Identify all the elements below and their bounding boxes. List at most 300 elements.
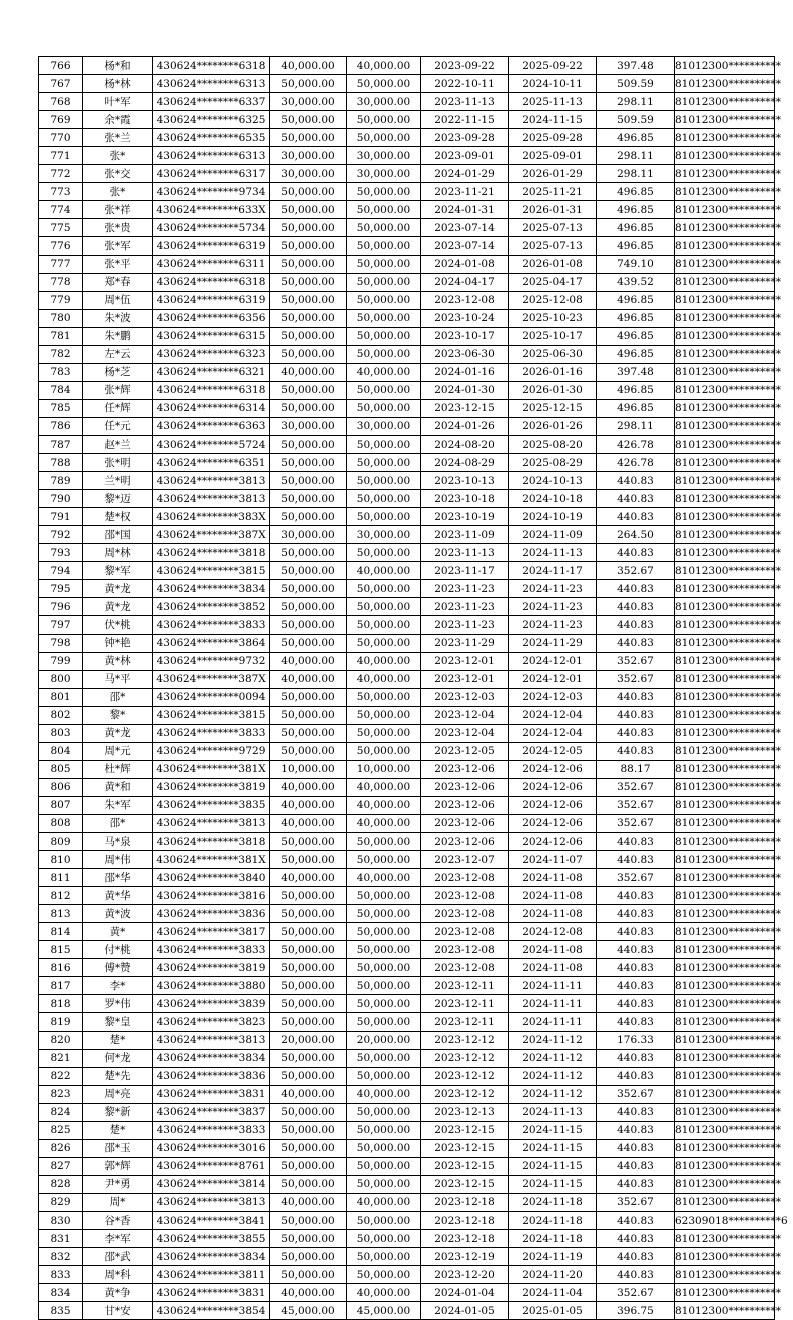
start-date-cell: 2024-08-29: [421, 454, 509, 472]
balance-cell: 50,000.00: [347, 1067, 421, 1085]
name-cell: 甘*安: [83, 1302, 153, 1320]
loan-amount-cell: 50,000.00: [270, 959, 347, 977]
table-row: [39, 1121, 775, 1139]
interest-cell: 509.59: [597, 111, 675, 129]
loan-amount-cell: 40,000.00: [270, 869, 347, 887]
loan-amount-cell: 50,000.00: [270, 490, 347, 508]
id-number-cell: 430624********3831: [153, 1284, 270, 1302]
account-number-cell: 81012300**********: [675, 472, 775, 490]
account-number-cell: 81012300**********: [675, 345, 775, 363]
row-number-cell: 833: [39, 1266, 83, 1284]
row-number-cell: 821: [39, 1049, 83, 1067]
balance-cell: 50,000.00: [347, 1248, 421, 1266]
end-date-cell: 2024-11-13: [509, 544, 597, 562]
interest-cell: 496.85: [597, 237, 675, 255]
loan-amount-cell: 50,000.00: [270, 1013, 347, 1031]
end-date-cell: 2025-06-30: [509, 345, 597, 363]
table-row: [39, 417, 775, 435]
loan-amount-cell: 50,000.00: [270, 923, 347, 941]
account-number-cell: 81012300**********: [675, 562, 775, 580]
id-number-cell: 430624********3855: [153, 1230, 270, 1248]
account-number-cell: 81012300**********: [675, 201, 775, 219]
id-number-cell: 430624********9732: [153, 652, 270, 670]
loan-amount-cell: 50,000.00: [270, 887, 347, 905]
account-number-cell: 81012300**********: [675, 57, 775, 75]
end-date-cell: 2025-09-01: [509, 147, 597, 165]
account-number-cell: 62309018**********6: [675, 1212, 775, 1230]
id-number-cell: 430624********6363: [153, 417, 270, 435]
account-number-cell: 81012300**********: [675, 544, 775, 562]
row-number-cell: 803: [39, 724, 83, 742]
row-number-cell: 822: [39, 1067, 83, 1085]
start-date-cell: 2023-12-13: [421, 1103, 509, 1121]
loan-amount-cell: 50,000.00: [270, 562, 347, 580]
table-row: [39, 869, 775, 887]
table-row: [39, 634, 775, 652]
row-number-cell: 795: [39, 580, 83, 598]
table-row: [39, 237, 775, 255]
interest-cell: 509.59: [597, 75, 675, 93]
balance-cell: 50,000.00: [347, 237, 421, 255]
account-number-cell: 81012300**********: [675, 1139, 775, 1157]
id-number-cell: 430624********3833: [153, 1121, 270, 1139]
balance-cell: 50,000.00: [347, 724, 421, 742]
row-number-cell: 776: [39, 237, 83, 255]
table-row: [39, 111, 775, 129]
name-cell: 张*祥: [83, 201, 153, 219]
interest-cell: 440.83: [597, 634, 675, 652]
balance-cell: 50,000.00: [347, 544, 421, 562]
id-number-cell: 430624********6313: [153, 147, 270, 165]
interest-cell: 440.83: [597, 1049, 675, 1067]
id-number-cell: 430624********3813: [153, 472, 270, 490]
table-row: [39, 851, 775, 869]
row-number-cell: 831: [39, 1230, 83, 1248]
end-date-cell: 2026-01-16: [509, 363, 597, 381]
id-number-cell: 430624********3815: [153, 706, 270, 724]
name-cell: 郑*春: [83, 273, 153, 291]
start-date-cell: 2023-12-06: [421, 778, 509, 796]
end-date-cell: 2025-07-13: [509, 219, 597, 237]
id-number-cell: 430624********387X: [153, 670, 270, 688]
table-row: [39, 580, 775, 598]
interest-cell: 440.83: [597, 851, 675, 869]
balance-cell: 50,000.00: [347, 183, 421, 201]
id-number-cell: 430624********3833: [153, 616, 270, 634]
account-number-cell: 81012300**********: [675, 183, 775, 201]
end-date-cell: 2024-11-23: [509, 616, 597, 634]
end-date-cell: 2025-11-21: [509, 183, 597, 201]
end-date-cell: 2024-12-06: [509, 833, 597, 851]
interest-cell: 496.85: [597, 201, 675, 219]
end-date-cell: 2026-01-26: [509, 417, 597, 435]
interest-cell: 352.67: [597, 1284, 675, 1302]
loan-amount-cell: 50,000.00: [270, 995, 347, 1013]
table-row: [39, 57, 775, 75]
end-date-cell: 2024-11-29: [509, 634, 597, 652]
id-number-cell: 430624********6323: [153, 345, 270, 363]
account-number-cell: 81012300**********: [675, 580, 775, 598]
balance-cell: 50,000.00: [347, 1103, 421, 1121]
balance-cell: 50,000.00: [347, 1013, 421, 1031]
loan-amount-cell: 50,000.00: [270, 1067, 347, 1085]
id-number-cell: 430624********3813: [153, 1193, 270, 1211]
name-cell: 黎*军: [83, 562, 153, 580]
table-row: [39, 363, 775, 381]
start-date-cell: 2023-12-03: [421, 688, 509, 706]
interest-cell: 440.83: [597, 688, 675, 706]
account-number-cell: 81012300**********: [675, 129, 775, 147]
loan-amount-cell: 40,000.00: [270, 778, 347, 796]
row-number-cell: 816: [39, 959, 83, 977]
table-row: [39, 490, 775, 508]
id-number-cell: 430624********6356: [153, 309, 270, 327]
row-number-cell: 780: [39, 309, 83, 327]
start-date-cell: 2022-11-15: [421, 111, 509, 129]
row-number-cell: 788: [39, 454, 83, 472]
account-number-cell: 81012300**********: [675, 887, 775, 905]
row-number-cell: 777: [39, 255, 83, 273]
id-number-cell: 430624********3834: [153, 1248, 270, 1266]
name-cell: 张*明: [83, 454, 153, 472]
table-row: [39, 183, 775, 201]
loan-amount-cell: 50,000.00: [270, 1103, 347, 1121]
table-row: [39, 1049, 775, 1067]
loan-amount-cell: 50,000.00: [270, 1157, 347, 1175]
interest-cell: 352.67: [597, 1193, 675, 1211]
account-number-cell: 81012300**********: [675, 363, 775, 381]
table-row: [39, 688, 775, 706]
id-number-cell: 430624********3833: [153, 724, 270, 742]
balance-cell: 50,000.00: [347, 399, 421, 417]
row-number-cell: 813: [39, 905, 83, 923]
end-date-cell: 2024-11-13: [509, 1103, 597, 1121]
end-date-cell: 2026-01-30: [509, 381, 597, 399]
table-row: [39, 1193, 775, 1211]
balance-cell: 40,000.00: [347, 1193, 421, 1211]
row-number-cell: 819: [39, 1013, 83, 1031]
id-number-cell: 430624********6313: [153, 75, 270, 93]
id-number-cell: 430624********3880: [153, 977, 270, 995]
loan-amount-cell: 50,000.00: [270, 111, 347, 129]
start-date-cell: 2023-12-01: [421, 652, 509, 670]
balance-cell: 50,000.00: [347, 472, 421, 490]
loan-amount-cell: 50,000.00: [270, 237, 347, 255]
table-row: [39, 327, 775, 345]
account-number-cell: 81012300**********: [675, 1230, 775, 1248]
start-date-cell: 2023-12-12: [421, 1067, 509, 1085]
end-date-cell: 2025-08-20: [509, 435, 597, 453]
row-number-cell: 808: [39, 814, 83, 832]
start-date-cell: 2023-12-12: [421, 1085, 509, 1103]
row-number-cell: 785: [39, 399, 83, 417]
name-cell: 张*平: [83, 255, 153, 273]
start-date-cell: 2023-12-20: [421, 1266, 509, 1284]
start-date-cell: 2024-08-20: [421, 435, 509, 453]
interest-cell: 440.83: [597, 995, 675, 1013]
account-number-cell: 81012300**********: [675, 1031, 775, 1049]
end-date-cell: 2025-12-15: [509, 399, 597, 417]
name-cell: 楚*先: [83, 1067, 153, 1085]
interest-cell: 264.50: [597, 526, 675, 544]
id-number-cell: 430624********3814: [153, 1175, 270, 1193]
account-number-cell: 81012300**********: [675, 1248, 775, 1266]
table-row: [39, 1085, 775, 1103]
row-number-cell: 829: [39, 1193, 83, 1211]
name-cell: 邵*: [83, 688, 153, 706]
name-cell: 张*贵: [83, 219, 153, 237]
end-date-cell: 2025-08-29: [509, 454, 597, 472]
name-cell: 李*军: [83, 1230, 153, 1248]
row-number-cell: 775: [39, 219, 83, 237]
balance-cell: 10,000.00: [347, 760, 421, 778]
id-number-cell: 430624********6314: [153, 399, 270, 417]
start-date-cell: 2023-12-06: [421, 796, 509, 814]
account-number-cell: 81012300**********: [675, 165, 775, 183]
end-date-cell: 2025-10-23: [509, 309, 597, 327]
table-row: [39, 742, 775, 760]
name-cell: 张*: [83, 183, 153, 201]
loan-amount-cell: 30,000.00: [270, 147, 347, 165]
balance-cell: 50,000.00: [347, 742, 421, 760]
interest-cell: 496.85: [597, 381, 675, 399]
table-row: [39, 1103, 775, 1121]
name-cell: 傅*赞: [83, 959, 153, 977]
interest-cell: 396.75: [597, 1302, 675, 1320]
start-date-cell: 2023-12-15: [421, 1157, 509, 1175]
interest-cell: 440.83: [597, 1248, 675, 1266]
loan-amount-cell: 50,000.00: [270, 1266, 347, 1284]
balance-cell: 50,000.00: [347, 1266, 421, 1284]
end-date-cell: 2024-11-08: [509, 869, 597, 887]
name-cell: 杜*辉: [83, 760, 153, 778]
interest-cell: 440.83: [597, 1103, 675, 1121]
loan-amount-cell: 50,000.00: [270, 634, 347, 652]
start-date-cell: 2023-12-08: [421, 959, 509, 977]
start-date-cell: 2023-11-21: [421, 183, 509, 201]
name-cell: 邵*: [83, 814, 153, 832]
account-number-cell: 81012300**********: [675, 598, 775, 616]
id-number-cell: 430624********3831: [153, 1085, 270, 1103]
start-date-cell: 2023-11-09: [421, 526, 509, 544]
row-number-cell: 823: [39, 1085, 83, 1103]
id-number-cell: 430624********5734: [153, 219, 270, 237]
balance-cell: 50,000.00: [347, 706, 421, 724]
name-cell: 张*辉: [83, 381, 153, 399]
end-date-cell: 2024-11-18: [509, 1212, 597, 1230]
end-date-cell: 2024-10-19: [509, 508, 597, 526]
start-date-cell: 2023-10-19: [421, 508, 509, 526]
account-number-cell: 81012300**********: [675, 381, 775, 399]
start-date-cell: 2024-01-29: [421, 165, 509, 183]
interest-cell: 298.11: [597, 147, 675, 165]
loan-amount-cell: 50,000.00: [270, 454, 347, 472]
interest-cell: 352.67: [597, 1085, 675, 1103]
account-number-cell: 81012300**********: [675, 833, 775, 851]
interest-cell: 176.33: [597, 1031, 675, 1049]
loan-amount-cell: 40,000.00: [270, 1193, 347, 1211]
table-row: [39, 1266, 775, 1284]
account-number-cell: 81012300**********: [675, 93, 775, 111]
account-number-cell: 81012300**********: [675, 851, 775, 869]
loan-amount-cell: 40,000.00: [270, 670, 347, 688]
name-cell: 周*林: [83, 544, 153, 562]
account-number-cell: 81012300**********: [675, 923, 775, 941]
id-number-cell: 430624********3816: [153, 887, 270, 905]
loan-amount-cell: 50,000.00: [270, 508, 347, 526]
row-number-cell: 828: [39, 1175, 83, 1193]
loan-amount-cell: 30,000.00: [270, 165, 347, 183]
name-cell: 杨*林: [83, 75, 153, 93]
start-date-cell: 2023-12-08: [421, 869, 509, 887]
row-number-cell: 801: [39, 688, 83, 706]
interest-cell: 440.83: [597, 1157, 675, 1175]
name-cell: 周*科: [83, 1266, 153, 1284]
interest-cell: 496.85: [597, 291, 675, 309]
loan-amount-cell: 50,000.00: [270, 1139, 347, 1157]
interest-cell: 440.83: [597, 616, 675, 634]
account-number-cell: 81012300**********: [675, 724, 775, 742]
account-number-cell: 81012300**********: [675, 1157, 775, 1175]
end-date-cell: 2024-11-15: [509, 1139, 597, 1157]
id-number-cell: 430624********633X: [153, 201, 270, 219]
row-number-cell: 814: [39, 923, 83, 941]
account-number-cell: 81012300**********: [675, 652, 775, 670]
row-number-cell: 790: [39, 490, 83, 508]
table-row: [39, 472, 775, 490]
balance-cell: 40,000.00: [347, 778, 421, 796]
start-date-cell: 2024-01-05: [421, 1302, 509, 1320]
end-date-cell: 2024-12-04: [509, 724, 597, 742]
table-row: [39, 219, 775, 237]
balance-cell: 30,000.00: [347, 526, 421, 544]
start-date-cell: 2023-10-18: [421, 490, 509, 508]
balance-cell: 50,000.00: [347, 454, 421, 472]
name-cell: 黄*: [83, 923, 153, 941]
end-date-cell: 2024-11-18: [509, 1193, 597, 1211]
name-cell: 张*: [83, 147, 153, 165]
balance-cell: 40,000.00: [347, 1085, 421, 1103]
account-number-cell: 81012300**********: [675, 111, 775, 129]
row-number-cell: 812: [39, 887, 83, 905]
table-row: [39, 345, 775, 363]
table-row: [39, 201, 775, 219]
end-date-cell: 2024-11-23: [509, 580, 597, 598]
row-number-cell: 805: [39, 760, 83, 778]
loan-amount-cell: 50,000.00: [270, 219, 347, 237]
end-date-cell: 2024-11-04: [509, 1284, 597, 1302]
table-row: [39, 1067, 775, 1085]
account-number-cell: 81012300**********: [675, 255, 775, 273]
start-date-cell: 2023-11-23: [421, 616, 509, 634]
name-cell: 黄*龙: [83, 724, 153, 742]
table-row: [39, 977, 775, 995]
balance-cell: 40,000.00: [347, 869, 421, 887]
balance-cell: 50,000.00: [347, 905, 421, 923]
name-cell: 黄*华: [83, 887, 153, 905]
loan-amount-cell: 50,000.00: [270, 1248, 347, 1266]
end-date-cell: 2026-01-29: [509, 165, 597, 183]
name-cell: 伏*桃: [83, 616, 153, 634]
balance-cell: 40,000.00: [347, 652, 421, 670]
start-date-cell: 2023-11-17: [421, 562, 509, 580]
id-number-cell: 430624********383X: [153, 508, 270, 526]
account-number-cell: 81012300**********: [675, 995, 775, 1013]
name-cell: 黄*波: [83, 905, 153, 923]
end-date-cell: 2024-11-08: [509, 887, 597, 905]
row-number-cell: 835: [39, 1302, 83, 1320]
id-number-cell: 430624********3864: [153, 634, 270, 652]
name-cell: 李*: [83, 977, 153, 995]
account-number-cell: 81012300**********: [675, 1266, 775, 1284]
name-cell: 周*伍: [83, 291, 153, 309]
account-number-cell: 81012300**********: [675, 75, 775, 93]
interest-cell: 440.83: [597, 598, 675, 616]
balance-cell: 50,000.00: [347, 1121, 421, 1139]
loan-amount-cell: 50,000.00: [270, 706, 347, 724]
id-number-cell: 430624********0094: [153, 688, 270, 706]
account-number-cell: 81012300**********: [675, 490, 775, 508]
balance-cell: 50,000.00: [347, 977, 421, 995]
start-date-cell: 2023-12-08: [421, 905, 509, 923]
interest-cell: 440.83: [597, 941, 675, 959]
interest-cell: 749.10: [597, 255, 675, 273]
row-number-cell: 769: [39, 111, 83, 129]
table-row: [39, 905, 775, 923]
balance-cell: 50,000.00: [347, 598, 421, 616]
loan-amount-cell: 40,000.00: [270, 1085, 347, 1103]
account-number-cell: 81012300**********: [675, 508, 775, 526]
balance-cell: 40,000.00: [347, 670, 421, 688]
row-number-cell: 804: [39, 742, 83, 760]
balance-cell: 50,000.00: [347, 1157, 421, 1175]
name-cell: 邵*国: [83, 526, 153, 544]
start-date-cell: 2023-09-28: [421, 129, 509, 147]
loan-amount-cell: 40,000.00: [270, 363, 347, 381]
row-number-cell: 791: [39, 508, 83, 526]
end-date-cell: 2024-11-07: [509, 851, 597, 869]
balance-cell: 40,000.00: [347, 57, 421, 75]
start-date-cell: 2023-12-08: [421, 941, 509, 959]
table-row: [39, 255, 775, 273]
loan-amount-cell: 50,000.00: [270, 1230, 347, 1248]
id-number-cell: 430624********6315: [153, 327, 270, 345]
balance-cell: 45,000.00: [347, 1302, 421, 1320]
name-cell: 黄*和: [83, 778, 153, 796]
id-number-cell: 430624********3813: [153, 814, 270, 832]
name-cell: 周*: [83, 1193, 153, 1211]
start-date-cell: 2023-12-11: [421, 977, 509, 995]
loan-amount-cell: 50,000.00: [270, 616, 347, 634]
table-row: [39, 273, 775, 291]
loan-amount-cell: 50,000.00: [270, 291, 347, 309]
end-date-cell: 2024-11-20: [509, 1266, 597, 1284]
account-number-cell: 81012300**********: [675, 688, 775, 706]
id-number-cell: 430624********3815: [153, 562, 270, 580]
loan-amount-cell: 50,000.00: [270, 75, 347, 93]
start-date-cell: 2024-01-31: [421, 201, 509, 219]
table-row: [39, 93, 775, 111]
id-number-cell: 430624********6319: [153, 237, 270, 255]
end-date-cell: 2024-10-13: [509, 472, 597, 490]
row-number-cell: 818: [39, 995, 83, 1013]
id-number-cell: 430624********3837: [153, 1103, 270, 1121]
table-row: [39, 129, 775, 147]
interest-cell: 440.83: [597, 1212, 675, 1230]
account-number-cell: 81012300**********: [675, 869, 775, 887]
account-number-cell: 81012300**********: [675, 1302, 775, 1320]
account-number-cell: 81012300**********: [675, 309, 775, 327]
